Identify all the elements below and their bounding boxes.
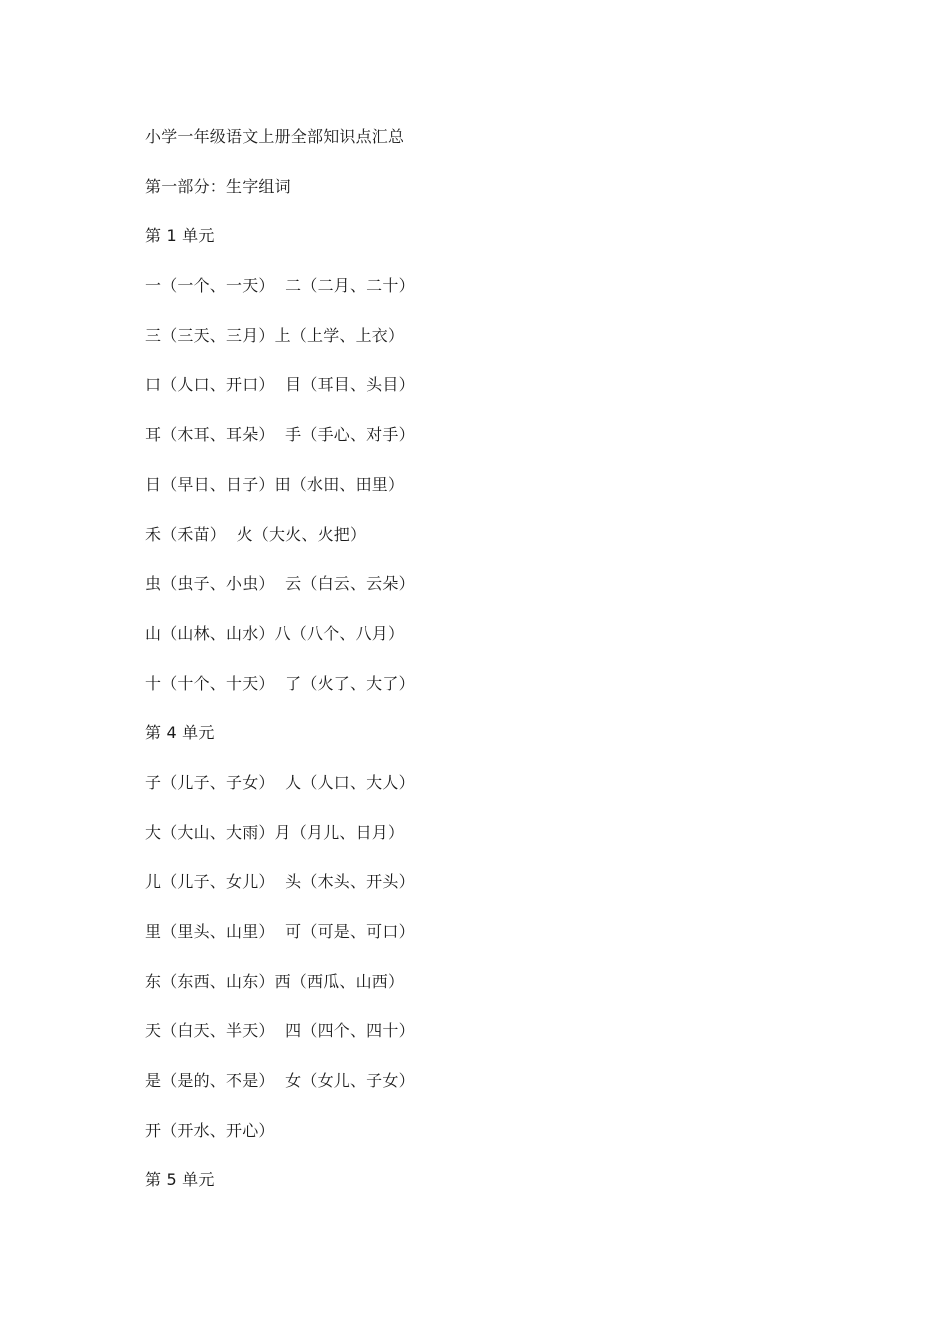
unit-1-heading: 第 1 单元: [145, 226, 215, 246]
unit-4-line: 东（东西、山东）西（西瓜、山西）: [145, 971, 405, 991]
unit-4-line: 是（是的、不是） 女（女儿、子女）: [145, 1071, 415, 1091]
document-title: 小学一年级语文上册全部知识点汇总: [145, 127, 405, 146]
unit-1-line: 虫（虫子、小虫） 云（白云、云朵）: [145, 574, 415, 594]
document-body: [145, 126, 845, 1219]
unit-4-line: 开（开水、开心）: [145, 1120, 275, 1140]
unit-1-line: 禾（禾苗） 火（大火、火把）: [145, 524, 367, 544]
unit-1-line: 一（一个、一天） 二（二月、二十）: [145, 276, 415, 296]
unit-1-line: 十（十个、十天） 了（火了、大了）: [145, 673, 415, 693]
unit-4-heading: 第 4 单元: [145, 723, 215, 743]
unit-1-line: 山（山林、山水）八（八个、八月）: [145, 623, 405, 643]
unit-4-line: 子（儿子、子女） 人（人口、大人）: [145, 772, 415, 792]
unit-1-line: 口（人口、开口） 目（耳目、头目）: [145, 375, 415, 395]
unit-4-line: 天（白天、半天） 四（四个、四十）: [145, 1021, 415, 1041]
unit-4-line: 大（大山、大雨）月（月儿、日月）: [145, 822, 405, 842]
unit-1-line: 耳（木耳、耳朵） 手（手心、对手）: [145, 425, 415, 445]
unit-5-heading: 第 5 单元: [145, 1170, 215, 1190]
unit-4-line: 里（里头、山里） 可（可是、可口）: [145, 922, 415, 941]
unit-1-line: 三（三天、三月）上（上学、上衣）: [145, 325, 405, 345]
part-heading: 第一部分：生字组词: [145, 176, 291, 196]
unit-4-line: 儿（儿子、女儿） 头（木头、开头）: [145, 872, 415, 892]
unit-1-line: 日（早日、日子）田（水田、田里）: [145, 474, 405, 494]
